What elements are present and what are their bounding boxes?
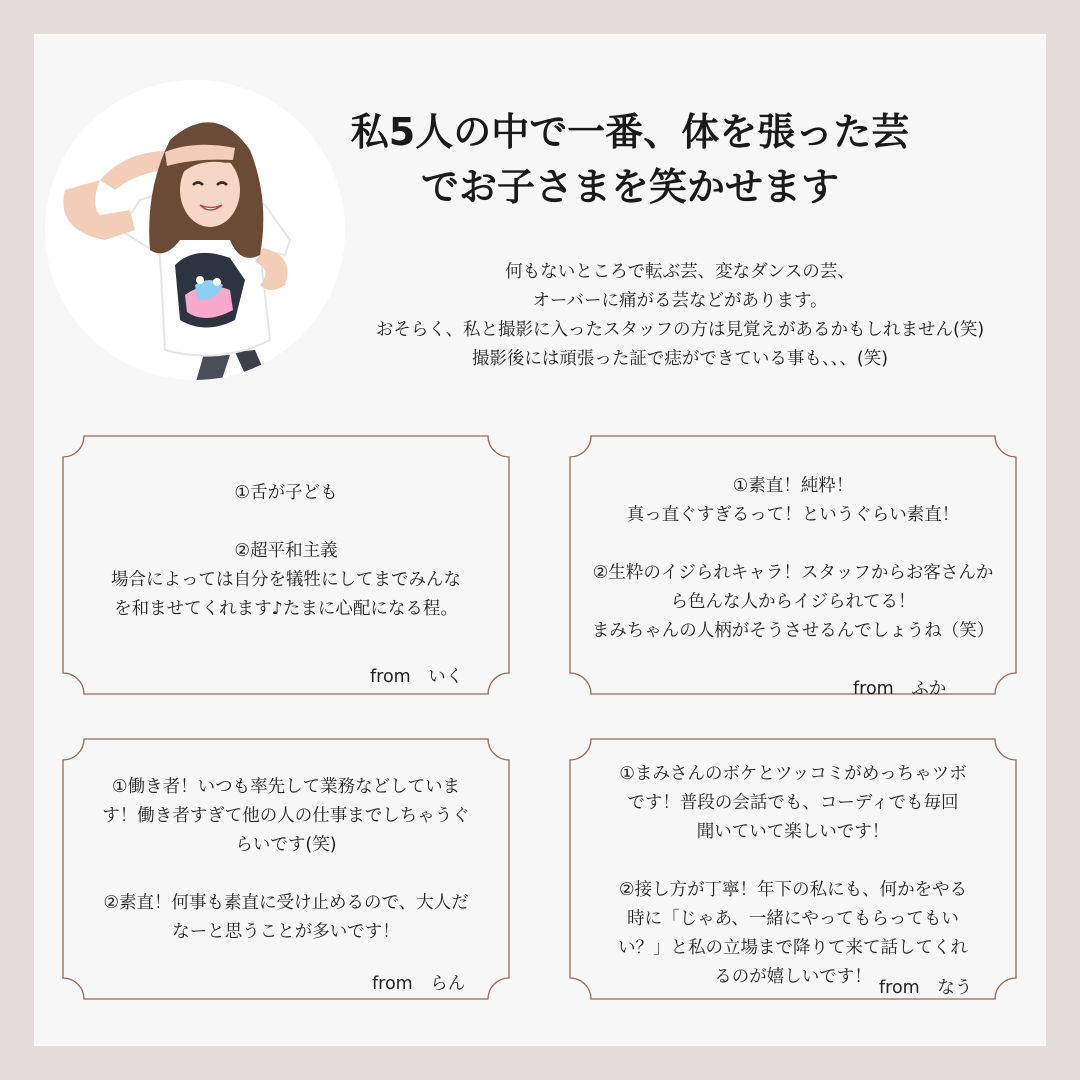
- message-line: ②素直！何事も素直に受け止めるので、大人だ: [103, 893, 469, 913]
- intro-line: 何もないところで転ぶ芸、変なダンスの芸、: [505, 262, 855, 282]
- card-message: [62, 773, 510, 947]
- card-author: from ふか: [853, 679, 947, 699]
- headline-line-2: でお子さまを笑かせます: [420, 165, 839, 209]
- message-line: ②接し方が丁寧！年下の私にも、何かをやる: [618, 880, 968, 900]
- message-card-iku: [62, 435, 510, 695]
- headline-line-1: 私5人の中で一番、体を張った芸: [350, 110, 910, 154]
- message-line: ①働き者！いつも率先して業務などしていま: [111, 777, 461, 797]
- card-author: from なう: [879, 978, 973, 998]
- message-line: です！普段の会話でも、コーディでも毎回: [627, 793, 959, 813]
- message-card-nau: [569, 738, 1017, 1000]
- message-card-ran: [62, 738, 510, 1000]
- message-line: ②生粋のイジられキャラ！スタッフからお客さんか: [592, 563, 994, 583]
- message-line: 時に「じゃあ、一緒にやってもらってもい: [627, 909, 959, 929]
- message-line: 聞いていて楽しいです！: [696, 822, 890, 842]
- message-line: 場合によっては自分を犠牲にしてまでみんな: [111, 570, 461, 590]
- message-line: らいです(笑): [235, 835, 337, 855]
- message-line: す！働き者すぎて他の人の仕事までしちゃうぐ: [102, 806, 470, 826]
- headline: [300, 105, 960, 215]
- intro-line: オーバーに痛がる芸などがあります。: [532, 291, 828, 311]
- message-line: ら色んな人からイジられてる！: [670, 592, 916, 612]
- message-line: [569, 530, 1017, 559]
- message-line: [62, 508, 510, 537]
- card-author: from いく: [370, 667, 464, 687]
- intro-line: 撮影後には頑張った証で痣ができている事も、、、(笑): [471, 349, 889, 369]
- message-line: るのが嬉しいです！: [714, 967, 872, 987]
- message-line: 真っ直ぐすぎるって！というぐらい素直！: [626, 505, 960, 525]
- message-line: ②超平和主義: [234, 541, 338, 561]
- message-card-fuka: [569, 435, 1017, 699]
- message-line: なーと思うことが多いです！: [172, 922, 400, 942]
- card-message: [569, 760, 1017, 992]
- message-line: ①舌が子ども: [234, 483, 338, 503]
- message-line: い？」と私の立場まで降りて来て話してくれ: [618, 938, 968, 958]
- message-line: [62, 860, 510, 889]
- message-line: [569, 847, 1017, 876]
- message-line: ①まみさんのボケとツッコミがめっちゃツボ: [619, 764, 967, 784]
- card-author: from らん: [372, 974, 466, 994]
- message-line: を和ませてくれます♪たまに心配になる程。: [114, 599, 458, 619]
- message-line: まみちゃんの人柄がそうさせるんでしょうね（笑）: [591, 621, 995, 641]
- message-line: ①素直！純粋！: [732, 476, 854, 496]
- intro-text: [325, 258, 1035, 374]
- intro-line: おそらく、私と撮影に入ったスタッフの方は見覚えがあるかもしれません(笑): [375, 320, 985, 340]
- card-message: [569, 472, 1017, 646]
- card-message: [62, 479, 510, 624]
